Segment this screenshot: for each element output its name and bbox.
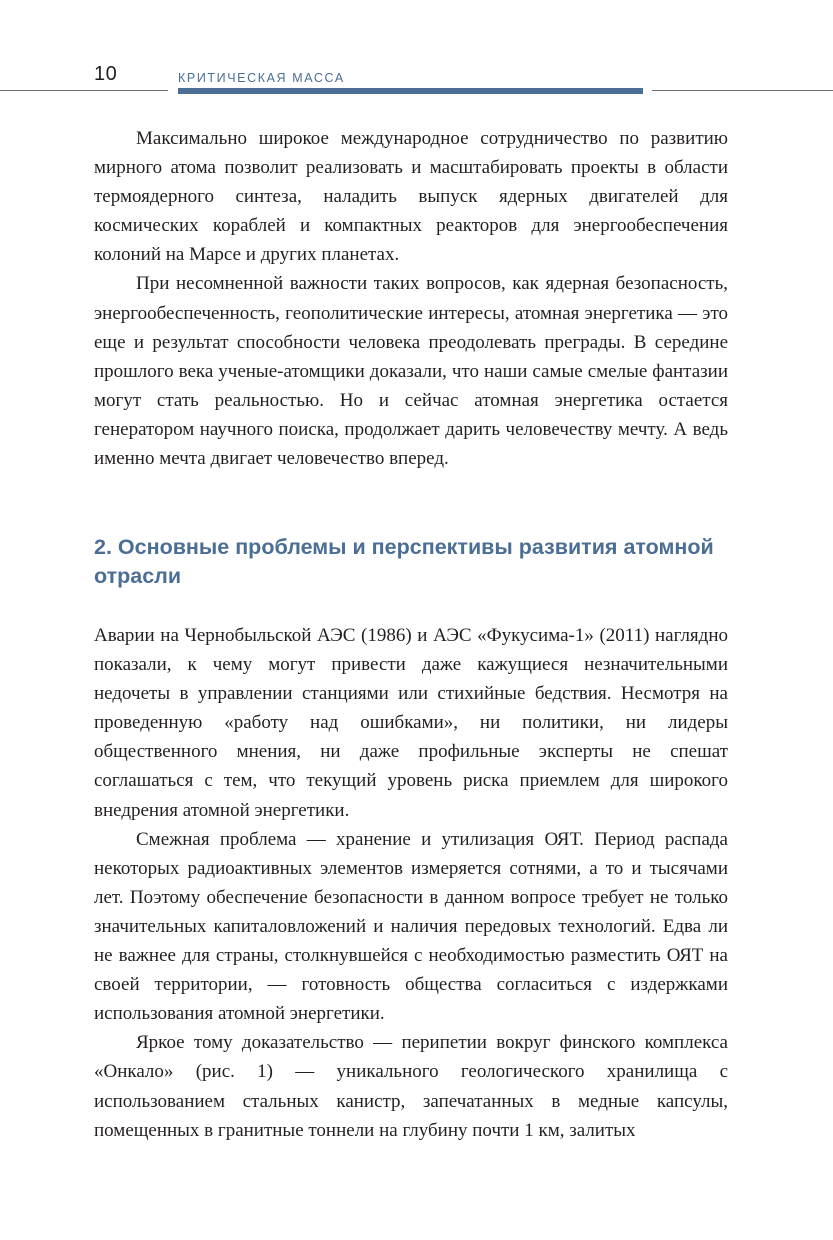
- running-title: КРИТИЧЕСКАЯ МАССА: [178, 71, 345, 85]
- body-text-after-heading: [94, 621, 728, 1145]
- paragraph: Смежная проблема — хранение и утилизация ОЯТ. Период распада некоторых радиоактивных элементов измеряется сотнями, а то и тысячами лет. Поэтому обеспечение безопасности в данном вопросе требует не только значительных капиталовложений и наличия передовых технологий. Едва ли не важнее для страны, столкнувшейся с необходимостью разместить ОЯТ на своей территории, — готовность общества согласиться с издержками использования атомной энергетики.: [94, 828, 728, 1025]
- paragraph: Яркое тому доказательство — перипетии вокруг финского комплекса «Онкало» (рис. 1) — уникального геологического хранилища с использованием стальных канистр, запечатанных в медные капсулы, помещенных в гранитные тоннели на глубину почти 1 км, залитых: [94, 1032, 728, 1141]
- body-text-before-heading: [94, 124, 728, 473]
- paragraph: При несомненной важности таких вопросов, как ядерная безопасность, энергообеспеченность, геополитические интересы, атомная энергетика — это еще и результат способности человека преодолевать преграды. В середине прошлого века ученые-атомщики доказали, что наши самые смелые фантазии могут стать реальностью. Но и сейчас атомная энергетика остается генератором научного поиска, продолжает дарить человечеству мечту. А ведь именно мечта двигает человечество вперед.: [94, 273, 728, 470]
- paragraph: Аварии на Чернобыльской АЭС (1986) и АЭС «Фукусима-1» (2011) наглядно показали, к чему могут привести даже кажущиеся незначительными недочеты в управлении станциями или стихийные бедствия. Несмотря на проведенную «работу над ошибками», ни политики, ни лидеры общественного мнения, ни даже профильные эксперты не спешат соглашаться с тем, что текущий уровень риска приемлем для широкого внедрения атомной энергетики.: [94, 625, 728, 821]
- header-accent-bar: [178, 88, 643, 94]
- paragraph: Максимально широкое международное сотрудничество по развитию мирного атома позволит реализовать и масштабировать проекты в области термоядерного синтеза, наладить выпуск ядерных двигателей для космических кораблей и компактных реакторов для энергообеспечения колоний на Марсе и других планетах.: [94, 128, 728, 266]
- header-rule-left: [0, 90, 168, 91]
- page-number: 10: [94, 63, 118, 85]
- section-heading: 2. Основные проблемы и перспективы развития атомной отрасли: [94, 535, 714, 588]
- header-rule-right: [652, 90, 833, 91]
